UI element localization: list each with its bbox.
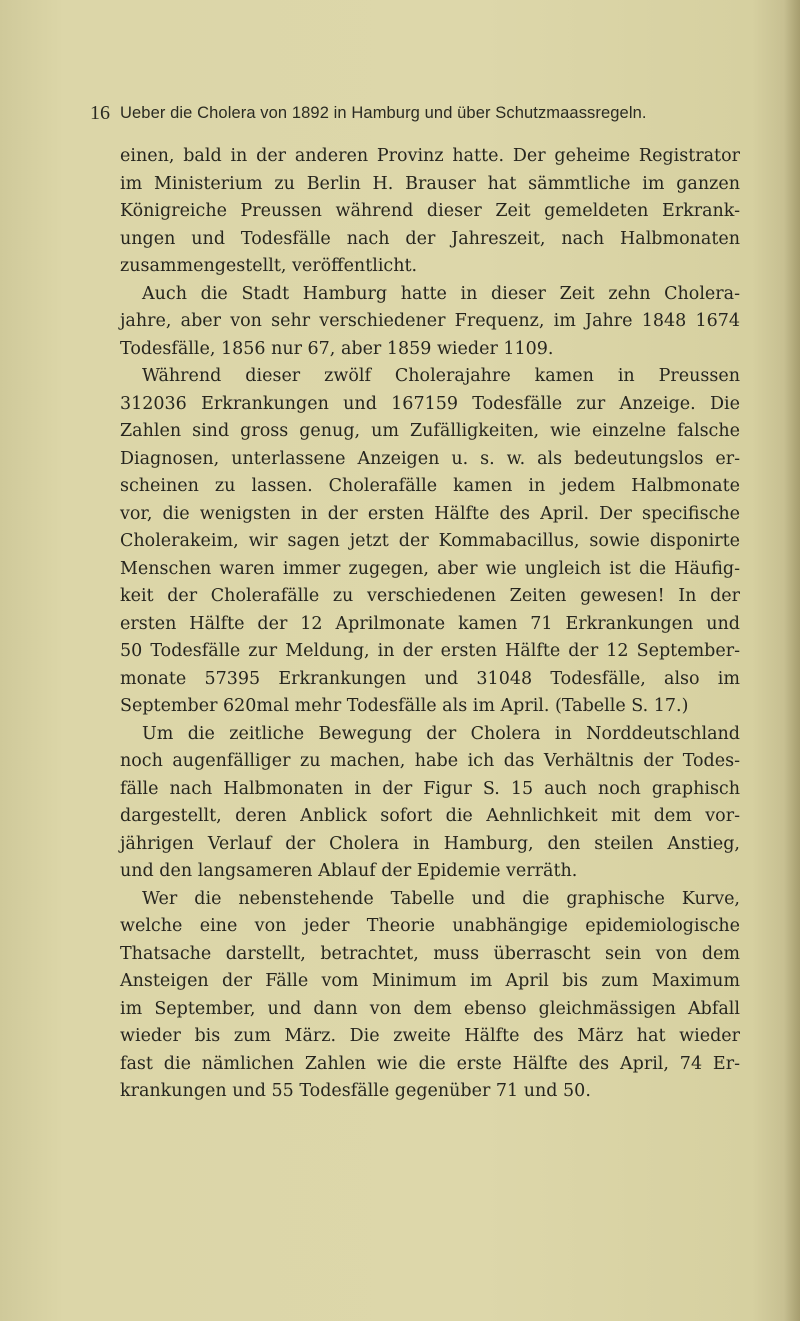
text-line: im Ministerium zu Berlin H. Brauser hat sämmtliche im ganzen — [120, 173, 740, 194]
text-line: 50 Todesfälle zur Meldung, in der ersten Hälfte der 12 September- — [120, 641, 740, 661]
text-line: wieder bis zum März. Die zweite Hälfte des März hat wieder — [120, 1026, 740, 1046]
paragraph-start-line: Auch die Stadt Hamburg hatte in dieser Zeit zehn Cholera- — [142, 283, 740, 304]
page-edge-shadow — [784, 0, 800, 1321]
text-line: monate 57395 Erkrankungen und 31048 Todesfälle, also im — [120, 668, 740, 689]
text-line: fast die nämlichen Zahlen wie die erste Hälfte des April, 74 Er- — [120, 1053, 740, 1074]
text-line: Diagnosen, unterlassene Anzeigen u. s. w. als bedeutungslos er- — [120, 448, 740, 469]
paragraph-start-line: Um die zeitliche Bewegung der Cholera in Norddeutschland — [142, 723, 740, 744]
text-line: Königreiche Preussen während dieser Zeit gemeldeten Erkrank- — [120, 201, 740, 221]
text-line: krankungen und 55 Todesfälle gegenüber 71 und 50. — [120, 1081, 591, 1101]
text-line: jährigen Verlauf der Cholera in Hamburg, den steilen Anstieg, — [120, 833, 740, 854]
text-line: fälle nach Halbmonaten in der Figur S. 15 auch noch graphisch — [120, 778, 740, 799]
text-line: 312036 Erkrankungen und 167159 Todesfälle zur Anzeige. Die — [120, 393, 740, 414]
text-line: September 620mal mehr Todesfälle als im April. (Tabelle S. 17.) — [120, 696, 689, 716]
header-title: Ueber die Cholera von 1892 in Hamburg und über Schutzmaassregeln. — [120, 104, 647, 122]
page-number: 16 — [90, 102, 110, 124]
text-line: welche eine von jeder Theorie unabhängige epidemiologische — [120, 916, 740, 936]
text-line: jahre, aber von sehr verschiedener Frequenz, im Jahre 1848 1674 — [120, 311, 740, 331]
text-line: Menschen waren immer zugegen, aber wie ungleich ist die Häufig- — [120, 558, 740, 579]
text-line: Cholerakeim, wir sagen jetzt der Kommabacillus, sowie disponirte — [120, 531, 740, 551]
text-line: zusammengestellt, veröffentlicht. — [120, 256, 418, 276]
body-text — [120, 143, 740, 1106]
text-line: Ansteigen der Fälle vom Minimum im April bis zum Maximum — [120, 971, 740, 991]
text-line: noch augenfälliger zu machen, habe ich das Verhältnis der Todes- — [120, 751, 740, 771]
running-head — [90, 102, 730, 126]
text-line: im September, und dann von dem ebenso gleichmässigen Abfall — [120, 998, 740, 1019]
text-line: ungen und Todesfälle nach der Jahreszeit, nach Halbmonaten — [120, 228, 740, 249]
text-line: scheinen zu lassen. Cholerafälle kamen in jedem Halbmonate — [120, 476, 740, 496]
text-line: keit der Cholerafälle zu verschiedenen Zeiten gewesen! In der — [120, 586, 740, 606]
text-line: einen, bald in der anderen Provinz hatte. Der geheime Registrator — [120, 146, 740, 166]
paragraph-start-line: Wer die nebenstehende Tabelle und die graphische Kurve, — [142, 888, 740, 909]
text-line: vor, die wenigsten in der ersten Hälfte des April. Der specifische — [120, 503, 740, 524]
text-line: ersten Hälfte der 12 Aprilmonate kamen 71 Erkrankungen und — [120, 613, 740, 634]
paragraph-start-line: Während dieser zwölf Cholerajahre kamen in Preussen — [142, 366, 740, 386]
text-line: Zahlen sind gross genug, um Zufälligkeiten, wie einzelne falsche — [120, 421, 740, 441]
text-line: Thatsache darstellt, betrachtet, muss überrascht sein von dem — [120, 943, 740, 964]
text-line: dargestellt, deren Anblick sofort die Aehnlichkeit mit dem vor- — [120, 806, 740, 826]
text-line: Todesfälle, 1856 nur 67, aber 1859 wieder 1109. — [120, 338, 554, 359]
text-line: und den langsameren Ablauf der Epidemie verräth. — [120, 861, 578, 881]
